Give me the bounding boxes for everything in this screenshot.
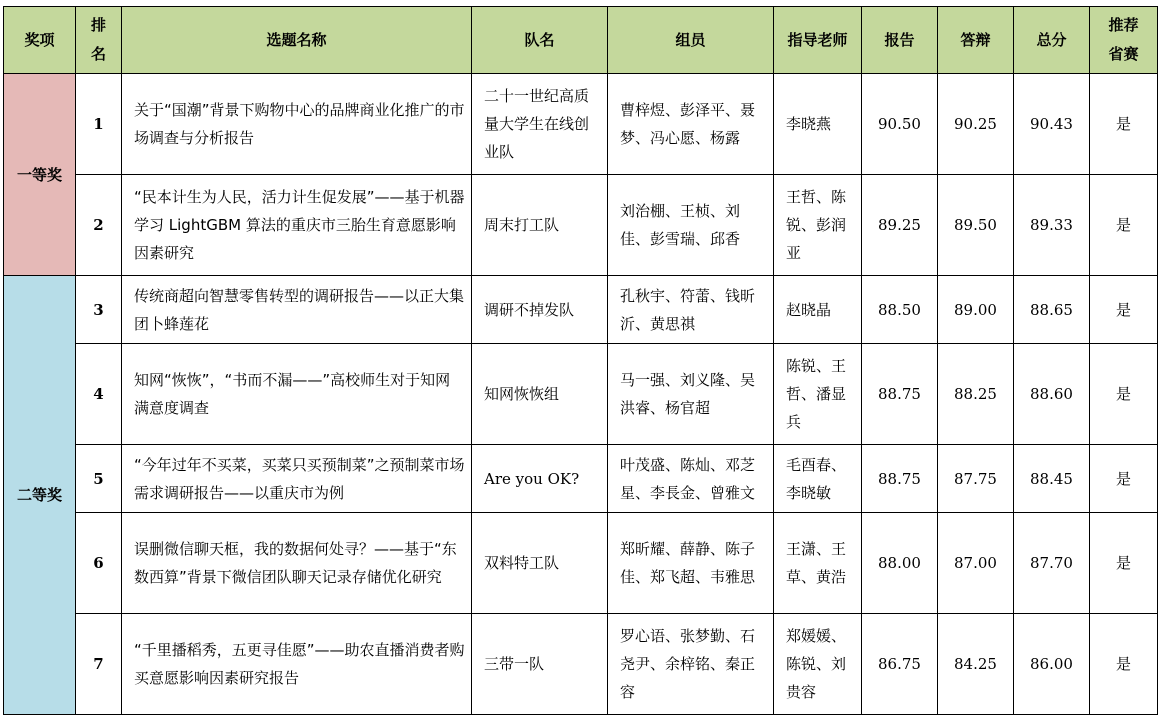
rank-cell: 5 xyxy=(76,445,122,513)
members-cell: 郑昕耀、薛静、陈子佳、郑飞超、韦雅思 xyxy=(608,513,774,614)
awards-table xyxy=(3,6,1158,715)
team-cell: 调研不掉发队 xyxy=(472,276,608,344)
report-score: 90.50 xyxy=(862,74,938,175)
advisor-cell: 王哲、陈锐、彭润亚 xyxy=(774,175,862,276)
report-score: 89.25 xyxy=(862,175,938,276)
title-cell: “千里播稻秀，五更寻佳愿”——助农直播消费者购买意愿影响因素研究报告 xyxy=(122,614,472,715)
title-cell: 知网“恢恢”，“书而不漏——”高校师生对于知网满意度调查 xyxy=(122,344,472,445)
recommend-cell: 是 xyxy=(1090,445,1158,513)
advisor-cell: 赵晓晶 xyxy=(774,276,862,344)
defense-score: 90.25 xyxy=(938,74,1014,175)
report-score: 88.75 xyxy=(862,344,938,445)
header-report: 报告 xyxy=(862,7,938,74)
rank-cell: 7 xyxy=(76,614,122,715)
recommend-cell: 是 xyxy=(1090,175,1158,276)
advisor-cell: 李晓燕 xyxy=(774,74,862,175)
title-cell: “民本计生为人民，活力计生促发展”——基于机器学习 LightGBM 算法的重庆市三胎生育意愿影响因素研究 xyxy=(122,175,472,276)
table-row xyxy=(4,175,1158,276)
title-cell: 关于“国潮”背景下购物中心的品牌商业化推广的市场调查与分析报告 xyxy=(122,74,472,175)
team-cell: Are you OK? xyxy=(472,445,608,513)
total-score: 88.45 xyxy=(1014,445,1090,513)
title-cell: 传统商超向智慧零售转型的调研报告——以正大集团卜蜂莲花 xyxy=(122,276,472,344)
report-score: 86.75 xyxy=(862,614,938,715)
table-row xyxy=(4,614,1158,715)
members-cell: 叶茂盛、陈灿、邓芝星、李長金、曾雅文 xyxy=(608,445,774,513)
advisor-cell: 郑媛媛、陈锐、刘贵容 xyxy=(774,614,862,715)
total-score: 88.60 xyxy=(1014,344,1090,445)
total-score: 89.33 xyxy=(1014,175,1090,276)
advisor-cell: 陈锐、王哲、潘显兵 xyxy=(774,344,862,445)
title-cell: “今年过年不买菜，买菜只买预制菜”之预制菜市场需求调研报告——以重庆市为例 xyxy=(122,445,472,513)
team-cell: 知网恢恢组 xyxy=(472,344,608,445)
rank-cell: 6 xyxy=(76,513,122,614)
table-row xyxy=(4,344,1158,445)
defense-score: 88.25 xyxy=(938,344,1014,445)
header-total: 总分 xyxy=(1014,7,1090,74)
recommend-cell: 是 xyxy=(1090,276,1158,344)
team-cell: 双料特工队 xyxy=(472,513,608,614)
title-cell: 误删微信聊天框，我的数据何处寻？——基于“东数西算”背景下微信团队聊天记录存储优化研究 xyxy=(122,513,472,614)
rank-cell: 4 xyxy=(76,344,122,445)
total-score: 87.70 xyxy=(1014,513,1090,614)
total-score: 90.43 xyxy=(1014,74,1090,175)
report-score: 88.75 xyxy=(862,445,938,513)
header-members: 组员 xyxy=(608,7,774,74)
total-score: 88.65 xyxy=(1014,276,1090,344)
award-second: 二等奖 xyxy=(4,276,76,715)
header-advisor: 指导老师 xyxy=(774,7,862,74)
members-cell: 曹梓煜、彭泽平、聂梦、冯心愿、杨露 xyxy=(608,74,774,175)
total-score: 86.00 xyxy=(1014,614,1090,715)
recommend-cell: 是 xyxy=(1090,614,1158,715)
recommend-cell: 是 xyxy=(1090,74,1158,175)
header-defense: 答辩 xyxy=(938,7,1014,74)
advisor-cell: 毛酉春、李晓敏 xyxy=(774,445,862,513)
header-row xyxy=(4,7,1158,74)
header-team: 队名 xyxy=(472,7,608,74)
advisor-cell: 王潇、王草、黄浩 xyxy=(774,513,862,614)
defense-score: 87.75 xyxy=(938,445,1014,513)
rank-cell: 3 xyxy=(76,276,122,344)
recommend-cell: 是 xyxy=(1090,344,1158,445)
header-rank: 排名 xyxy=(76,7,122,74)
team-cell: 二十一世纪高质量大学生在线创业队 xyxy=(472,74,608,175)
members-cell: 刘治棚、王桢、刘佳、彭雪瑞、邱香 xyxy=(608,175,774,276)
table-row xyxy=(4,445,1158,513)
award-first: 一等奖 xyxy=(4,74,76,276)
defense-score: 89.50 xyxy=(938,175,1014,276)
header-recommend: 推荐省赛 xyxy=(1090,7,1158,74)
recommend-cell: 是 xyxy=(1090,513,1158,614)
header-award: 奖项 xyxy=(4,7,76,74)
members-cell: 孔秋宇、符蕾、钱昕沂、黄思祺 xyxy=(608,276,774,344)
team-cell: 三带一队 xyxy=(472,614,608,715)
table-row xyxy=(4,513,1158,614)
rank-cell: 1 xyxy=(76,74,122,175)
members-cell: 马一强、刘义隆、吴洪睿、杨官超 xyxy=(608,344,774,445)
rank-cell: 2 xyxy=(76,175,122,276)
defense-score: 84.25 xyxy=(938,614,1014,715)
header-title: 选题名称 xyxy=(122,7,472,74)
members-cell: 罗心语、张梦勤、石尧尹、余梓铭、秦正容 xyxy=(608,614,774,715)
report-score: 88.00 xyxy=(862,513,938,614)
report-score: 88.50 xyxy=(862,276,938,344)
defense-score: 87.00 xyxy=(938,513,1014,614)
defense-score: 89.00 xyxy=(938,276,1014,344)
table-row xyxy=(4,276,1158,344)
table-row xyxy=(4,74,1158,175)
team-cell: 周末打工队 xyxy=(472,175,608,276)
